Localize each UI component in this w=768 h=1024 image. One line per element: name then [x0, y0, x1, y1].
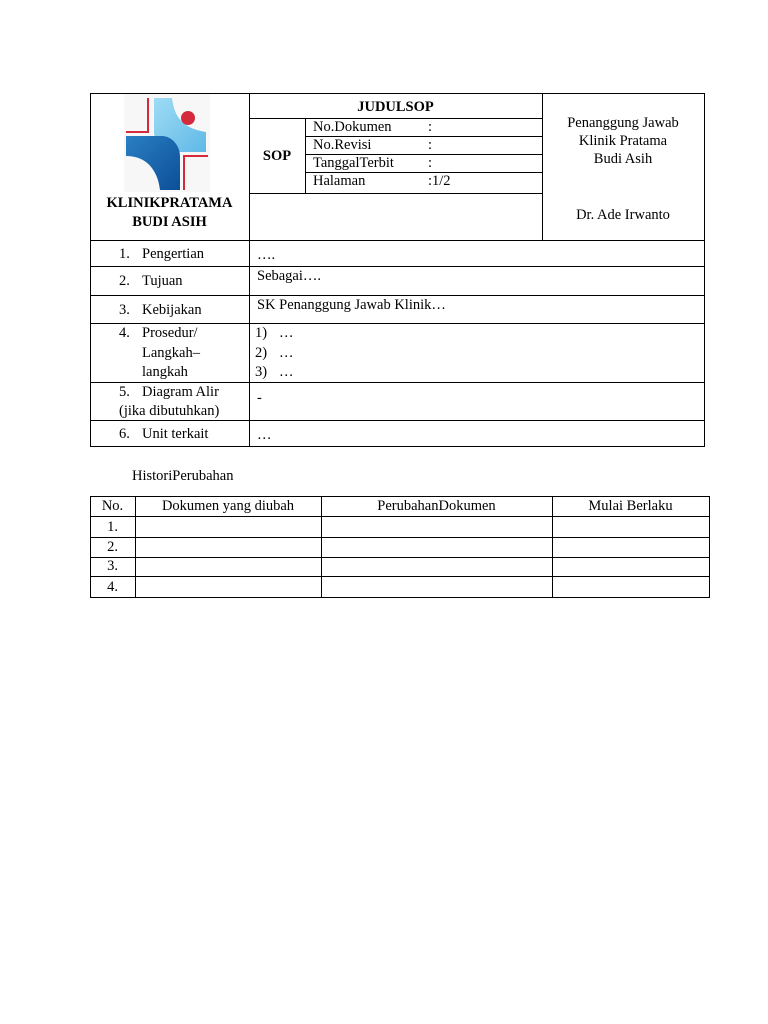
history-header-change: PerubahanDokumen [377, 498, 496, 514]
history-header-document: Dokumen yang diubah [161, 498, 295, 514]
history-title: HistoriPerubahan [132, 468, 234, 484]
history-row-number: 1. [107, 519, 118, 535]
section-label: Tujuan [142, 273, 183, 289]
section-content: - [257, 390, 262, 406]
section-number: 2. [119, 273, 130, 289]
section-number: 1. [119, 246, 130, 262]
responsible-line2: Klinik Pratama [578, 133, 668, 149]
history-header-no: No. [101, 498, 124, 514]
responsible-line3: Budi Asih [593, 151, 653, 167]
section-number: 3. [119, 302, 130, 318]
section-label: Unit terkait [142, 426, 209, 442]
history-header-effective: Mulai Berlaku [588, 498, 673, 514]
sop-label: SOP [262, 148, 292, 164]
history-row-number: 2. [107, 539, 118, 555]
history-row-number: 3. [107, 558, 118, 574]
responsible-name: Dr. Ade Irwanto [576, 207, 670, 223]
step-number: 2) [255, 345, 268, 361]
field-value: : [428, 155, 433, 171]
field-value: : [428, 137, 433, 153]
section-content: Sebagai…. [257, 268, 322, 284]
field-label: No.Revisi [313, 137, 372, 153]
field-label: No.Dokumen [313, 119, 392, 135]
section-label: Pengertian [142, 246, 205, 262]
field-value: : [428, 119, 433, 135]
section-number: 4. [119, 325, 130, 341]
section-label: Kebijakan [142, 302, 202, 318]
step-text: … [279, 364, 294, 380]
section-label: Diagram Alir [142, 384, 219, 400]
sop-title: JUDULSOP [357, 99, 434, 115]
section-content: SK Penanggung Jawab Klinik… [257, 297, 446, 313]
step-number: 1) [255, 325, 268, 341]
section-label: langkah [142, 364, 188, 380]
section-label-note: (jika dibutuhkan) [119, 403, 220, 419]
field-value: :1/2 [428, 173, 451, 189]
section-content: …. [257, 247, 276, 263]
history-row-number: 4. [107, 579, 118, 595]
field-label: TanggalTerbit [313, 155, 394, 171]
clinic-name-line1: KLINIKPRATAMA [106, 195, 233, 211]
section-content: … [257, 427, 272, 443]
clinic-name-line2: BUDI ASIH [132, 214, 207, 230]
step-text: … [279, 325, 294, 341]
step-number: 3) [255, 364, 268, 380]
responsible-line1: Penanggung Jawab [567, 115, 679, 131]
klinik-logo [124, 94, 210, 192]
section-number: 5. [119, 384, 130, 400]
section-label: Langkah– [142, 345, 200, 361]
field-label: Halaman [313, 173, 366, 189]
section-number: 6. [119, 426, 130, 442]
section-label: Prosedur/ [142, 325, 198, 341]
step-text: … [279, 345, 294, 361]
